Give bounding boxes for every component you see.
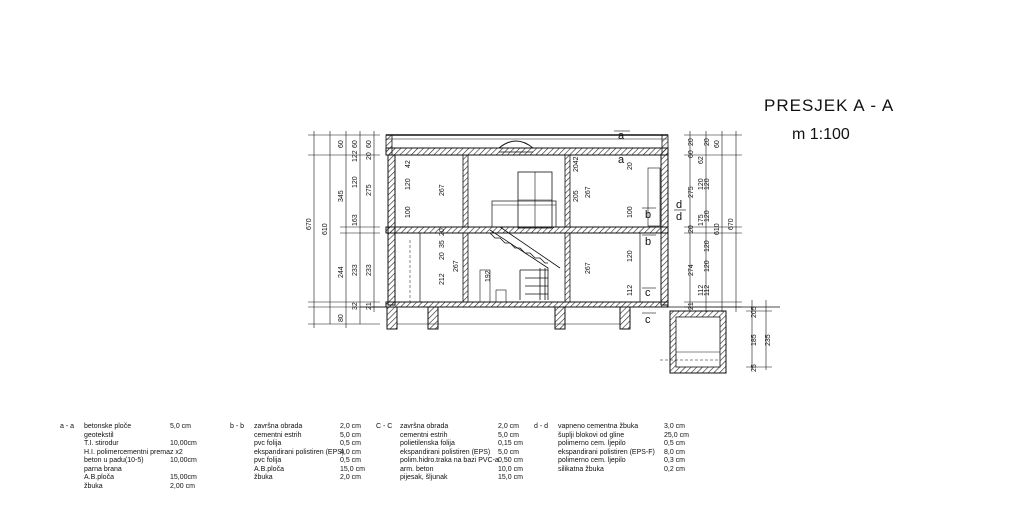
spec-row: A.B.ploča 15,0 cm xyxy=(254,465,365,473)
spec-row: pvc folija 0,5 cm xyxy=(254,440,362,447)
dim-left-inner: 100 xyxy=(405,206,412,218)
spec-row: geotekstil xyxy=(84,431,114,439)
dim-right-inner: 112 xyxy=(627,284,634,296)
spec-row: ekspandirani polistiren (EPS) 4,0 cm xyxy=(254,448,362,456)
spec-key: C - C xyxy=(376,423,393,430)
cut-mark-b-bottom: b xyxy=(645,236,652,248)
dim-right-col3: 20 xyxy=(704,138,711,146)
spec-row: betonske ploče 5,0 cm xyxy=(84,423,192,430)
dim-right-inner: 205 xyxy=(573,190,580,202)
dim-right-col1: 62 xyxy=(698,156,705,164)
dim-right-inner: 192 xyxy=(485,270,492,282)
spec-row: pijesak, šljunak 15,0 cm xyxy=(400,474,523,481)
dim-left-col4: 233 xyxy=(352,264,359,276)
dim-right-col1: 275 xyxy=(688,186,695,198)
dim-left-col5: 275 xyxy=(366,184,373,196)
dim-left-col5: 20 xyxy=(366,152,373,160)
spec-row: polim.hidro.traka na bazi PVC-a 0,50 cm xyxy=(400,457,523,464)
spec-group-c xyxy=(376,423,530,483)
cut-mark-d-bottom: d xyxy=(676,211,683,223)
dim-right-col3: 120 xyxy=(704,240,711,252)
dim-right-inner: 2042 xyxy=(573,156,580,172)
spec-row: arm. beton 10,0 cm xyxy=(400,465,523,473)
spec-row: silikatna žbuka 0,2 cm xyxy=(558,465,686,473)
dim-right-col1: 175 xyxy=(698,214,705,226)
cut-mark-d-top: d xyxy=(676,199,683,211)
dim-left-col4: 32 xyxy=(352,302,359,310)
foundation-right xyxy=(620,307,630,329)
dim-left-inner: 212 xyxy=(439,273,446,285)
spec-row: beton u padu(10-5) 10,00cm xyxy=(84,457,197,464)
spec-row: ekspandirani polistiren (EPS) 5,0 cm xyxy=(400,448,520,456)
spec-row: polimerno cem. ljepilo 0,3 cm xyxy=(558,457,686,464)
foundation-mid xyxy=(428,307,438,329)
spec-row: šuplji blokovi od gline 25,0 cm xyxy=(558,431,689,439)
dim-left-col3: 80 xyxy=(338,314,345,322)
spec-row: T.I. stirodur 10,00cm xyxy=(84,440,197,447)
dim-right-col1: 274 xyxy=(688,264,695,276)
dim-left-col4: 120 xyxy=(352,176,359,188)
spec-row: polimerno cem. ljepilo 0,5 cm xyxy=(558,440,686,447)
foundation-left xyxy=(387,307,397,329)
dim-left-col3: 60 xyxy=(338,140,345,148)
dim-right-col3: 120 xyxy=(704,210,711,222)
dim-left-col5: 21 xyxy=(366,302,373,310)
building-section xyxy=(360,135,780,373)
spec-row: cementni estrih 5,0 cm xyxy=(400,431,520,439)
dim-right-inner: 20 xyxy=(627,162,634,170)
dim-right-col3: 112 xyxy=(704,284,711,296)
ground-floor-slab xyxy=(386,302,668,307)
spec-key: d - d xyxy=(534,423,549,430)
spec-key: a - a xyxy=(60,423,75,430)
dim-right-col1: 21 xyxy=(688,302,695,310)
foundation-mid2 xyxy=(555,307,565,329)
roof-skylight xyxy=(499,141,533,148)
spec-row: H.I. polimercementni premaz x2 xyxy=(84,448,183,456)
dim-left-col2: 610 xyxy=(322,223,329,235)
spec-row: vapneno cementna žbuka 3,0 cm xyxy=(558,423,686,430)
spec-key: b - b xyxy=(230,423,245,430)
spec-row: polietilenska folija 0,15 cm xyxy=(400,440,523,447)
dim-left-col4: 122 xyxy=(352,150,359,162)
spec-row: žbuka 2,00 cm xyxy=(84,482,195,490)
dim-right-col2: 60 xyxy=(714,140,721,148)
dim-right-col1: 112 xyxy=(698,284,705,296)
spec-row: žbuka 2,0 cm xyxy=(254,474,362,481)
dim-pit: 235 xyxy=(765,334,772,346)
dim-left-col3: 244 xyxy=(338,266,345,278)
dim-right-inner: 100 xyxy=(627,206,634,218)
drawing-title: PRESJEK A - A xyxy=(764,96,895,115)
dim-pit: 25 xyxy=(751,364,758,372)
dim-left-inner: 20 xyxy=(439,252,446,260)
spec-group-d xyxy=(534,423,698,474)
spec-row: završna obrada 2,0 cm xyxy=(254,423,362,430)
dim-left-inner: 120 xyxy=(405,178,412,190)
dim-left-col4: 163 xyxy=(352,214,359,226)
cut-mark-c-bottom: c xyxy=(645,314,651,326)
dim-pit: 205 xyxy=(751,306,758,318)
dim-right-col3: 120 xyxy=(704,260,711,272)
dim-left-inner: 35 xyxy=(439,240,446,248)
dim-right-inner: 267 xyxy=(585,262,592,274)
dim-right-inner: 120 xyxy=(627,250,634,262)
cut-mark-a-top: a xyxy=(618,130,625,142)
dim-left-inner: 267 xyxy=(453,260,460,272)
roof-slab xyxy=(386,148,668,155)
dim-left-col4: 60 xyxy=(352,140,359,148)
dim-right-col1: 20 xyxy=(688,225,695,233)
dim-left-col3: 345 xyxy=(338,190,345,202)
dim-left-inner: 267 xyxy=(439,184,446,196)
dim-left-col5: 233 xyxy=(366,264,373,276)
dim-pit: 185 xyxy=(751,334,758,346)
cut-mark-b-top: b xyxy=(645,209,652,221)
dim-left-outer: 670 xyxy=(306,218,313,230)
dim-right-col2: 670 xyxy=(728,218,735,230)
cut-mark-c-top: c xyxy=(645,287,651,299)
dim-left-inner: 42 xyxy=(405,160,412,168)
drawing-scale: m 1:100 xyxy=(792,126,850,143)
spec-row: parna brana xyxy=(84,465,122,473)
staircase xyxy=(470,227,560,300)
dim-right-col1: 120 xyxy=(698,178,705,190)
cut-mark-a-bottom: a xyxy=(618,154,625,166)
dim-left-col5: 60 xyxy=(366,140,373,148)
dim-right-col1: 60 xyxy=(688,150,695,158)
spec-row: A.B.ploča 15,00cm xyxy=(84,474,197,481)
dim-right-col2: 610 xyxy=(714,223,721,235)
dim-right-col3: 120 xyxy=(704,178,711,190)
spec-row: ekspandirani polistiren (EPS-F) 8,0 cm xyxy=(558,448,686,456)
dim-right-inner: 267 xyxy=(585,186,592,198)
spec-group-a xyxy=(60,423,224,491)
spec-row: pvc folija 0,5 cm xyxy=(254,457,362,464)
spec-row: završna obrada 2,0 cm xyxy=(400,423,520,430)
dim-right-col1: 20 xyxy=(688,138,695,146)
spec-group-b xyxy=(230,423,374,483)
spec-row: cementni estrih 5,0 cm xyxy=(254,431,362,439)
dim-left-inner: 20 xyxy=(439,228,446,236)
